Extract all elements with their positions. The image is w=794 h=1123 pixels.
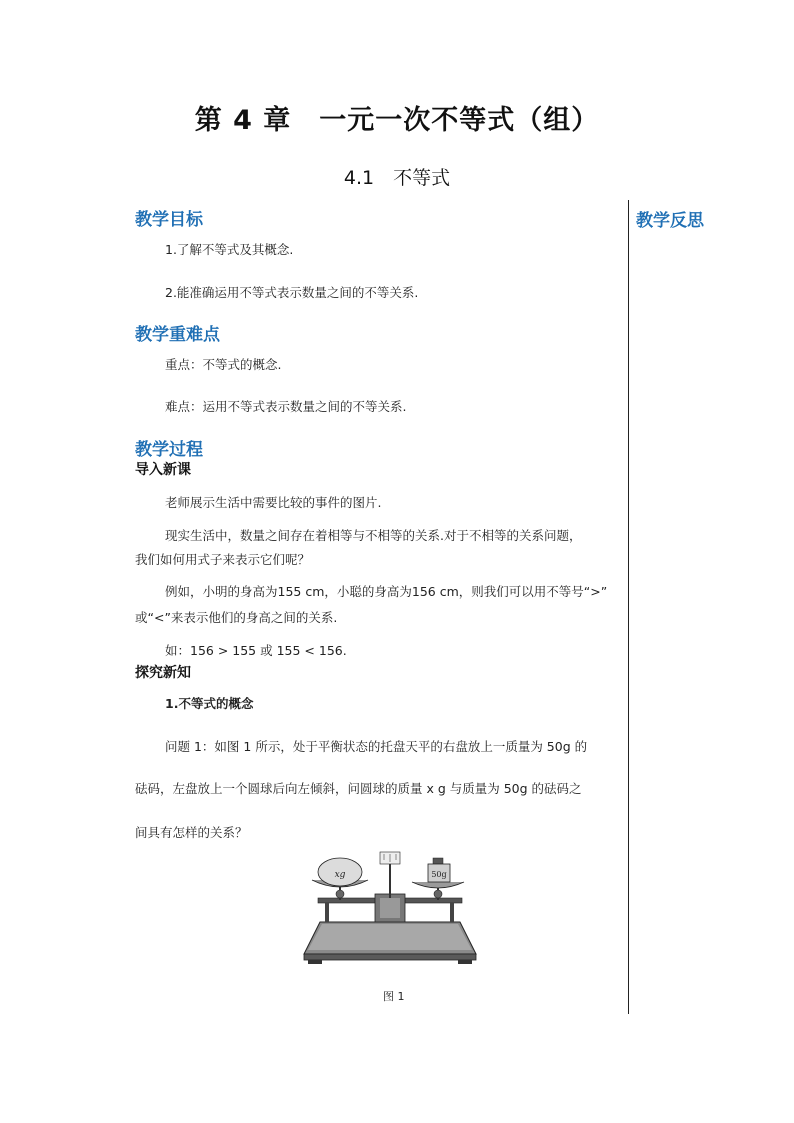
balance-scale-figure	[300, 850, 480, 968]
difficulty-point: 难点：运用不等式表示数量之间的不等关系.	[165, 399, 407, 414]
weight-label: 50g	[431, 870, 447, 879]
scale-pointer	[380, 852, 400, 898]
objective-item-2: 2.能准确运用不等式表示数量之间的不等关系.	[165, 285, 419, 300]
right-pan	[412, 882, 464, 900]
explore-subheading: 探究新知	[135, 665, 191, 681]
weight-icon	[428, 858, 450, 882]
scale-base	[304, 922, 476, 964]
ball-icon	[318, 858, 362, 886]
section-title: 4.1 不等式	[343, 167, 451, 189]
concept-title: 1.不等式的概念	[165, 696, 254, 711]
column-divider	[628, 200, 629, 1014]
ball-label: xg	[334, 870, 346, 880]
intro-subheading: 导入新课	[135, 462, 191, 478]
chapter-title: 第 4 章 一元一次不等式（组）	[194, 105, 600, 136]
figure-caption: 图 1	[383, 990, 405, 1003]
intro-paragraph-2-line-1: 现实生活中，数量之间存在着相等与不相等的关系.对于不相等的关系问题，	[165, 528, 582, 543]
intro-paragraph-3-line-1: 例如，小明的身高为155 cm，小聪的身高为156 cm，则我们可以用不等号“>”	[165, 584, 608, 599]
key-points-heading: 教学重难点	[135, 325, 220, 345]
reflection-heading: 教学反思	[636, 211, 704, 231]
question-line-1: 问题 1：如图 1 所示，处于平衡状态的托盘天平的右盘放上一质量为 50g 的	[165, 739, 588, 754]
question-line-3: 间具有怎样的关系？	[135, 825, 248, 840]
intro-example: 如：156 > 155 或 155 < 156.	[165, 643, 347, 658]
intro-paragraph-1: 老师展示生活中需要比较的事件的图片.	[165, 495, 382, 510]
process-heading: 教学过程	[135, 440, 203, 460]
focus-point: 重点：不等式的概念.	[165, 357, 282, 372]
objectives-heading: 教学目标	[135, 210, 203, 230]
question-line-2: 砝码，左盘放上一个圆球后向左倾斜，问圆球的质量 x g 与质量为 50g 的砝码之	[135, 781, 582, 796]
intro-paragraph-2-line-2: 我们如何用式子来表示它们呢？	[135, 552, 311, 567]
objective-item-1: 1.了解不等式及其概念.	[165, 242, 294, 257]
intro-paragraph-3-line-2: 或“<”来表示他们的身高之间的关系.	[135, 610, 338, 625]
